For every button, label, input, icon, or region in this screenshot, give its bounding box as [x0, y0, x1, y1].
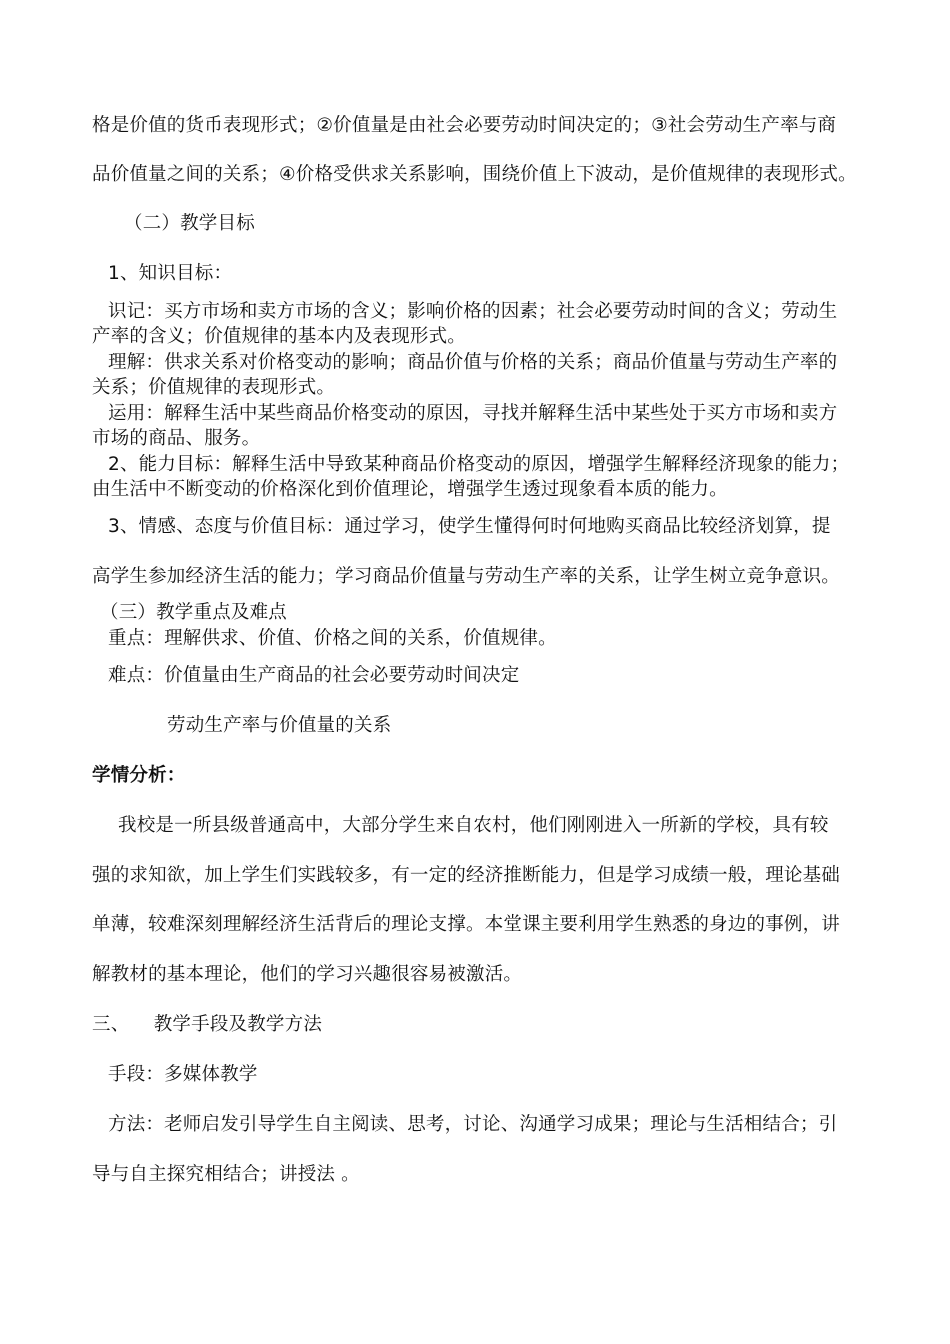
paragraph-line: 劳动生产率与价值量的关系 — [167, 715, 392, 736]
paragraph-line: 格是价值的货币表现形式；②价值量是由社会必要劳动时间决定的；③社会劳动生产率与商 — [92, 115, 837, 136]
paragraph-line: 产率的含义；价值规律的基本内及表现形式。 — [92, 326, 467, 347]
paragraph-line: 难点：价值量由生产商品的社会必要劳动时间决定 — [108, 665, 520, 686]
paragraph-line: 关系；价值规律的表现形式。 — [92, 377, 336, 398]
paragraph-line: 识记：买方市场和卖方市场的含义；影响价格的因素；社会必要劳动时间的含义；劳动生 — [108, 301, 838, 322]
section-heading: 学情分析： — [92, 765, 186, 786]
subheading: 1、知识目标： — [108, 263, 233, 284]
paragraph-line: 单薄，较难深刻理解经济生活背后的理论支撑。本堂课主要利用学生熟悉的身边的事例，讲 — [92, 914, 841, 935]
paragraph-line: 品价值量之间的关系；④价格受供求关系影响，围绕价值上下波动，是价值规律的表现形式。 — [92, 164, 857, 185]
paragraph-line: 手段：多媒体教学 — [108, 1064, 258, 1085]
paragraph-line: 高学生参加经济生活的能力；学习商品价值量与劳动生产率的关系，让学生树立竞争意识。 — [92, 566, 841, 587]
paragraph-line: 重点：理解供求、价值、价格之间的关系，价值规律。 — [108, 628, 557, 649]
paragraph-line: 2、能力目标：解释生活中导致某种商品价格变动的原因，增强学生解释经济现象的能力； — [108, 454, 850, 475]
section-heading: 三、 教学手段及教学方法 — [92, 1014, 323, 1035]
section-heading: （三）教学重点及难点 — [100, 602, 288, 623]
section-heading: （二）教学目标 — [124, 213, 255, 234]
paragraph-line: 解教材的基本理论，他们的学习兴趣很容易被激活。 — [92, 964, 523, 985]
paragraph-line: 市场的商品、服务。 — [92, 428, 261, 449]
paragraph-line: 理解：供求关系对价格变动的影响；商品价值与价格的关系；商品价值量与劳动生产率的 — [108, 352, 838, 373]
paragraph-line: 我校是一所县级普通高中，大部分学生来自农村，他们刚刚进入一所新的学校，具有较 — [118, 815, 829, 836]
paragraph-line: 导与自主探究相结合；讲授法 。 — [92, 1164, 360, 1185]
paragraph-line: 方法：老师启发引导学生自主阅读、思考，讨论、沟通学习成果；理论与生活相结合；引 — [108, 1114, 838, 1135]
paragraph-line: 运用：解释生活中某些商品价格变动的原因，寻找并解释生活中某些处于买方市场和卖方 — [108, 403, 838, 424]
paragraph-line: 强的求知欲，加上学生们实践较多，有一定的经济推断能力，但是学习成绩一般，理论基础 — [92, 865, 841, 886]
paragraph-line: 3、情感、态度与价值目标：通过学习，使学生懂得何时何地购买商品比较经济划算，提 — [108, 516, 831, 537]
paragraph-line: 由生活中不断变动的价格深化到价值理论，增强学生透过现象看本质的能力。 — [92, 479, 728, 500]
